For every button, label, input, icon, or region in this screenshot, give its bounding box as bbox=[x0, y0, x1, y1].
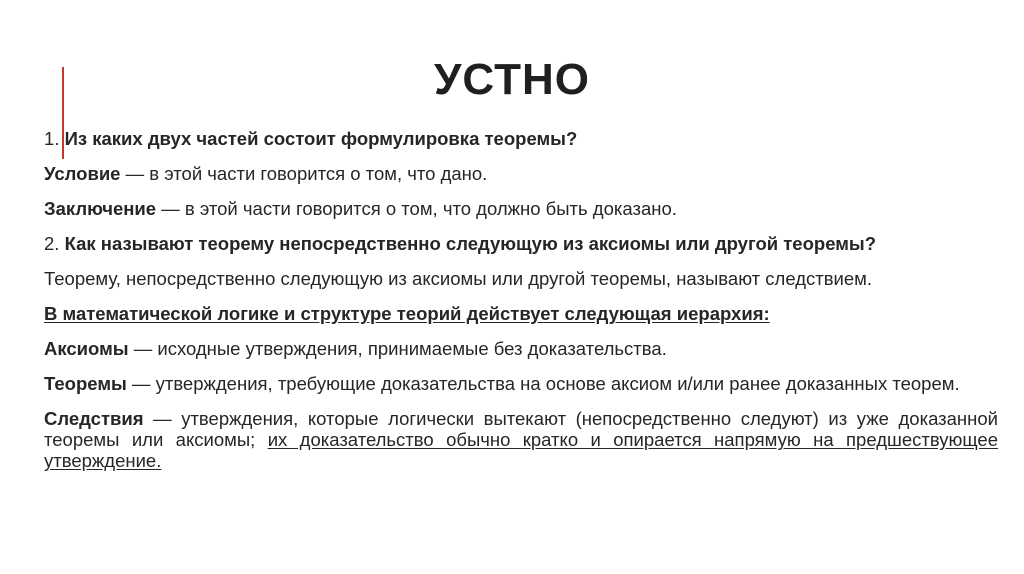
conclusion-term: Заключение bbox=[44, 198, 157, 219]
theorems-line bbox=[44, 373, 998, 394]
question-2-text: Как называют теорему непосредственно следующую из аксиомы или другой теоремы? bbox=[64, 233, 877, 254]
hierarchy-heading: В математической логике и структуре теорий действует следующая иерархия: bbox=[44, 303, 770, 324]
question-2-number: 2. bbox=[44, 233, 65, 254]
question-1-number: 1. bbox=[44, 128, 65, 149]
theorems-definition: — утверждения, требующие доказательства на основе аксиом и/или ранее доказанных теорем. bbox=[126, 373, 960, 394]
question-1 bbox=[44, 128, 998, 149]
condition-line bbox=[44, 163, 998, 184]
corollaries-note: их доказательство обычно кратко и опирается напрямую на предшествующее утверждение. bbox=[44, 429, 998, 471]
corollaries-definition: — утверждения, которые логически вытекают (непосредственно следуют) из уже доказанной теоремы или аксиомы; bbox=[44, 408, 998, 450]
corollaries-term: Следствия bbox=[44, 408, 144, 429]
theorems-term: Теоремы bbox=[44, 373, 127, 394]
condition-definition: — в этой части говорится о том, что дано. bbox=[120, 163, 488, 184]
condition-term: Условие bbox=[44, 163, 121, 184]
axioms-term: Аксиомы bbox=[44, 338, 129, 359]
question-1-text: Из каких двух частей состоит формулировка теоремы? bbox=[64, 128, 578, 149]
axioms-definition: — исходные утверждения, принимаемые без доказательства. bbox=[128, 338, 667, 359]
question-2 bbox=[44, 233, 998, 254]
answer-2: Теорему, непосредственно следующую из аксиомы или другой теоремы, называют следствием. bbox=[44, 268, 873, 289]
conclusion-line bbox=[44, 198, 998, 219]
slide-title: УСТНО bbox=[434, 55, 590, 104]
axioms-line bbox=[44, 338, 998, 359]
slide-content bbox=[44, 128, 998, 485]
corollaries-line bbox=[44, 408, 998, 471]
conclusion-definition: — в этой части говорится о том, что должно быть доказано. bbox=[156, 198, 677, 219]
